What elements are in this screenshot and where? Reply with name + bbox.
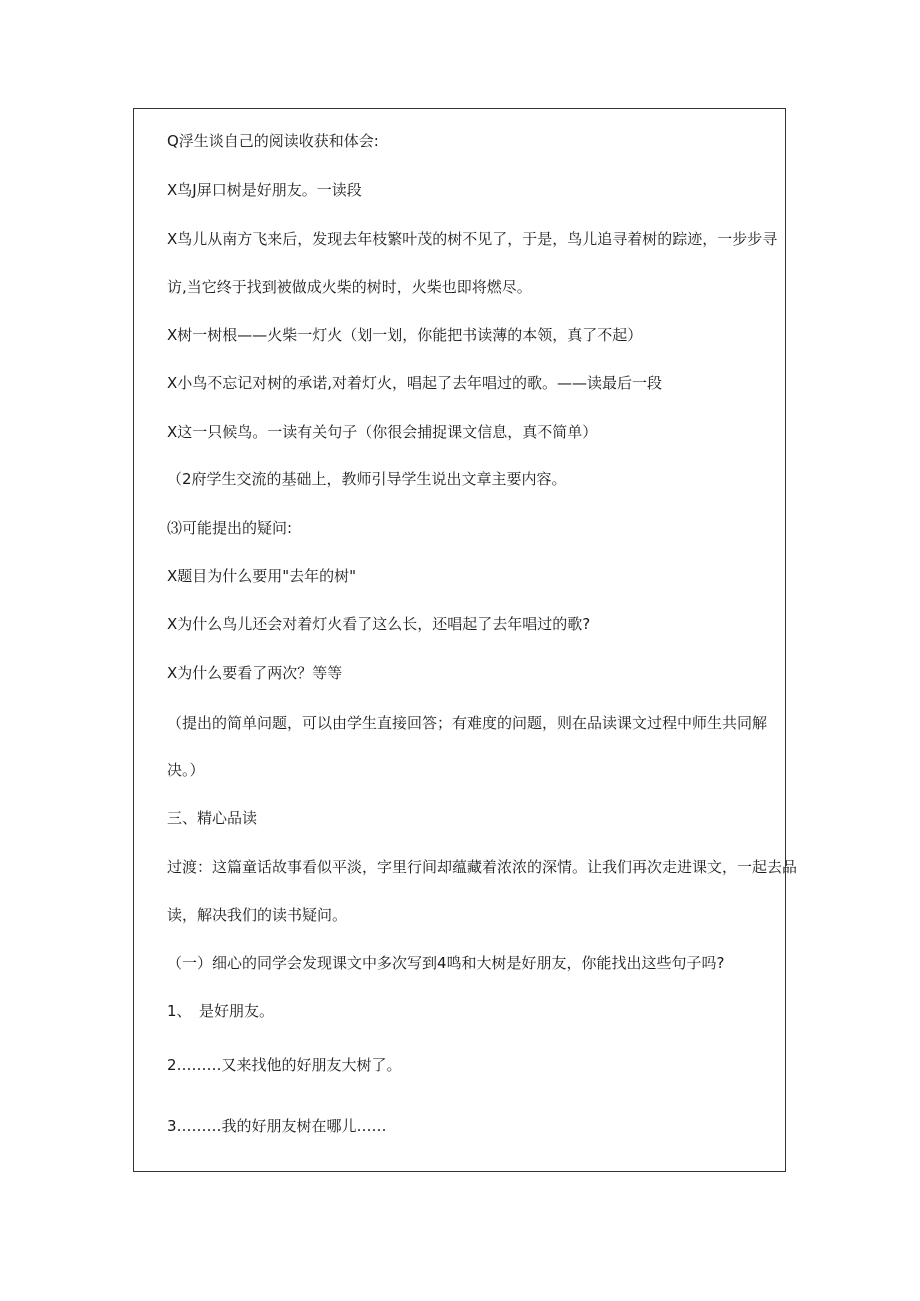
text-line: X鸟儿从南方飞来后，发现去年枝繁叶茂的树不见了，于是，鸟儿追寻着树的踪迹，一步步寻 (167, 230, 778, 248)
text-line: X树一树根——火柴一灯火（划一划，你能把书读薄的本领，真了不起） (167, 326, 643, 344)
text-line: Q浮生谈自己的阅读收获和体会: (167, 132, 379, 150)
list-item: 1、 是好朋友。 (167, 1002, 275, 1020)
text-line: （提出的简单问题，可以由学生直接回答；有难度的问题，则在品读课文过程中师生共同解 (167, 714, 768, 732)
text-line: （2府学生交流的基础上，教师引导学生说出文章主要内容。 (167, 470, 567, 488)
text-line: ⑶可能提出的疑问: (167, 519, 293, 537)
list-item: 2………又来找他的好朋友大树了。 (167, 1056, 402, 1074)
text-line: X为什么鸟儿还会对着灯火看了这么长，还唱起了去年唱过的歌? (167, 615, 591, 633)
list-item: 3………我的好朋友树在哪儿…… (167, 1117, 387, 1135)
text-line: X为什么要看了两次？等等 (167, 664, 343, 682)
section-heading: 三、精心品读 (167, 809, 258, 827)
text-line: 读，解决我们的读书疑问。 (167, 906, 348, 924)
text-line: X鸟J屏口树是好朋友。一读段 (167, 181, 362, 199)
text-line: 访,当它终于找到被做成火柴的树时，火柴也即将燃尽。 (167, 278, 532, 296)
text-line: X小鸟不忘记对树的承诺,对着灯火，唱起了去年唱过的歌。——读最后一段 (167, 374, 663, 392)
text-line: 过渡：这篇童话故事看似平淡，字里行间却蕴藏着浓浓的深情。让我们再次走进课文，一起去品 (167, 858, 798, 876)
text-line: （一）细心的同学会发现课文中多次写到4鸣和大树是好朋友，你能找出这些句子吗? (167, 954, 725, 972)
text-line: X题目为什么要用"去年的树" (167, 567, 357, 585)
text-line: 决。） (167, 761, 205, 779)
text-line: X这一只候鸟。一读有关句子（你很会捕捉课文信息，真不简单） (167, 423, 598, 441)
